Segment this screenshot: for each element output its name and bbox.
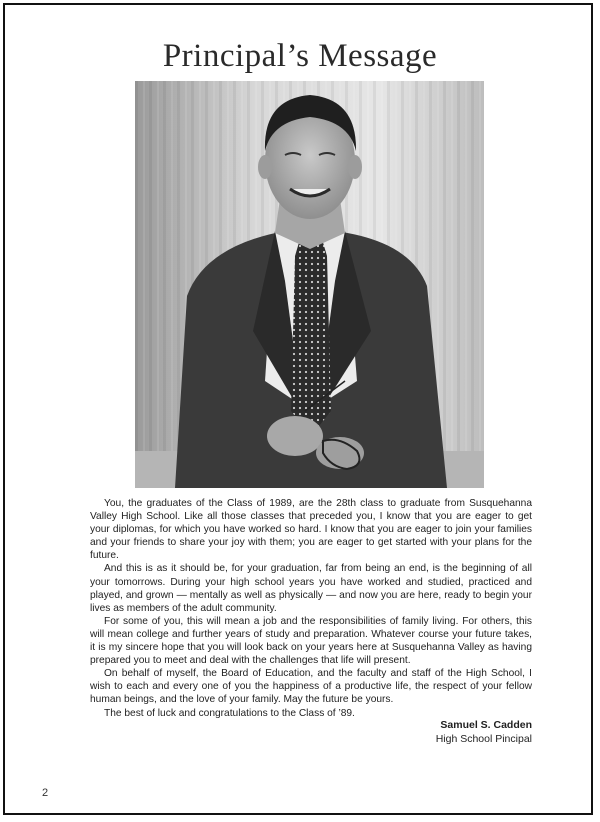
message-paragraph-5: The best of luck and congratulations to the Class of ’89.	[104, 707, 355, 719]
message-body	[90, 497, 532, 720]
message-paragraph-4: On behalf of myself, the Board of Education, and the faculty and staff of the High School, I wish to each and every one of you the happiness of a productive life, the respect of your fellow human beings, and the love of your family. May the future be yours.	[90, 668, 532, 706]
signature-name: Samuel S. Cadden	[440, 719, 532, 731]
principal-photo	[135, 81, 484, 488]
message-paragraph-3: For some of you, this will mean a job and the responsibilities of family living. For others, this will mean college and further years of study and preparation. Whatever course your future takes, it is my sincere hope that you will look back on your years here at Susquehanna Valley as having prepared you to meet and deal with the challenges that life will present.	[90, 615, 532, 667]
signature-block	[300, 718, 532, 746]
page-title: Principal’s Message	[162, 38, 438, 74]
signature-title: High School Pincipal	[435, 733, 532, 745]
message-paragraph-2: And this is as it should be, for your graduation, far from being an end, is the beginning of all your tomorrows. During your high school years you have worked and studied, practiced and played, and grown — mentally as well as physically — and now you are here, ready to begin your lives as members of the adult community.	[90, 563, 532, 614]
page-number: 2	[42, 787, 49, 799]
message-paragraph-1: You, the graduates of the Class of 1989, are the 28th class to graduate from Susquehanna Valley High School. Like all those classes that preceded you, I know that you are eager to get your diplomas, for which you have worked so hard. I know that you are eager to join your families and your friends to share your joy with them; you are eager to get started with your plans for the future.	[90, 498, 532, 562]
